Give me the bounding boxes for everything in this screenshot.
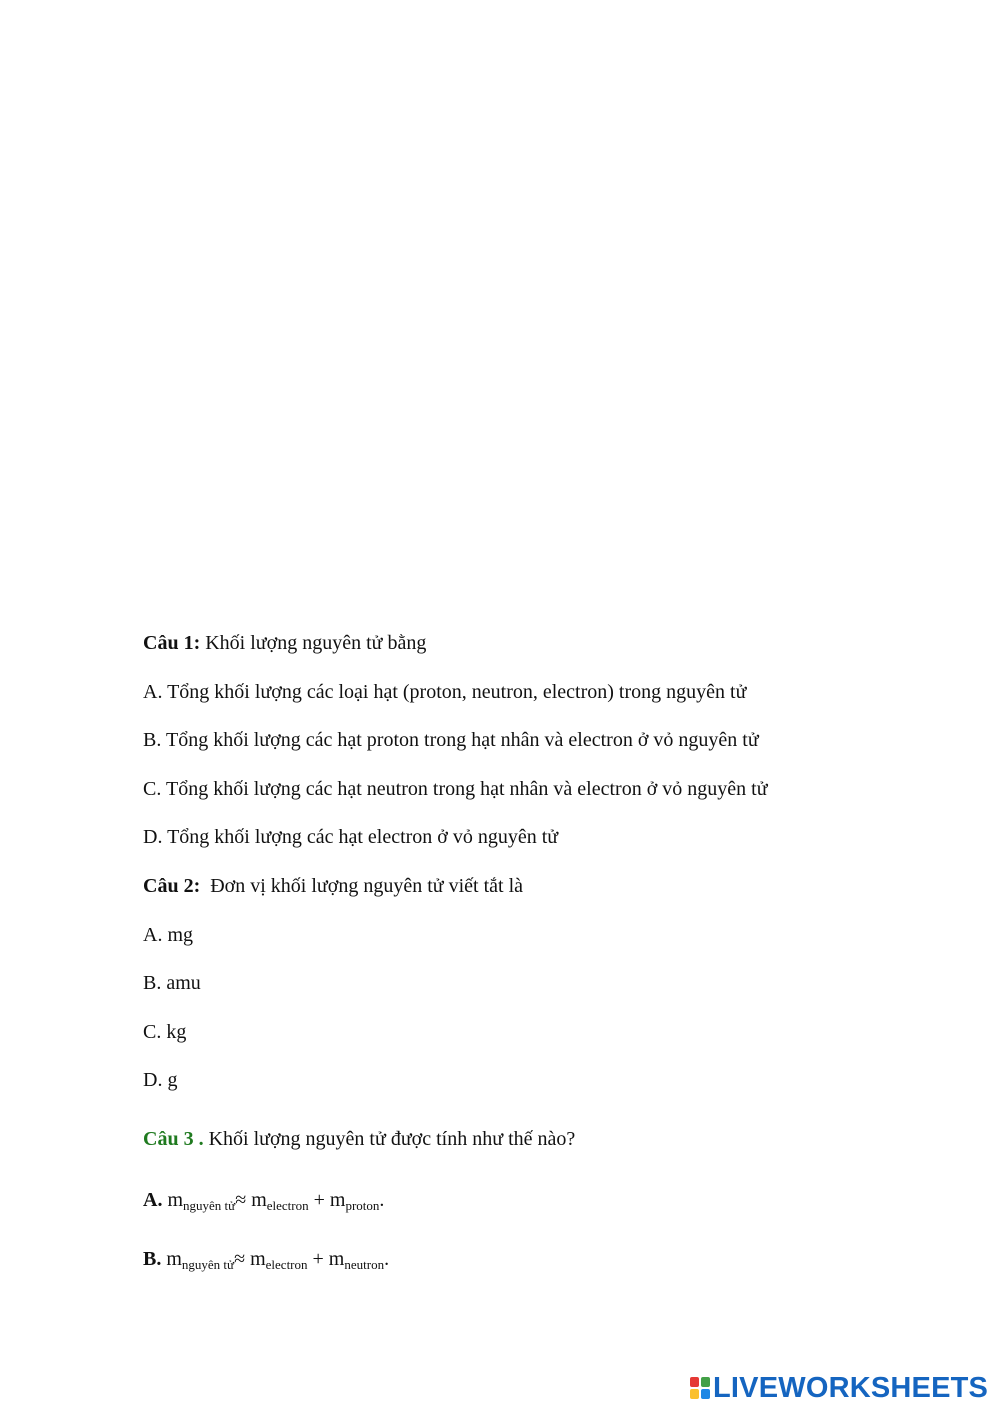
question-2-label: Câu 2: [143, 875, 201, 897]
formula-sub-electron: electron [266, 1198, 309, 1213]
question-1-label: Câu 1: [143, 632, 201, 654]
question-2 [143, 874, 523, 898]
question-2-text: Đơn vị khối lượng nguyên tử viết tắt là [200, 875, 524, 897]
question-1-option-a: A. Tổng khối lượng các loại hạt (proton, neutron, electron) trong nguyên tử [143, 681, 747, 703]
question-1-text: Khối lượng nguyên tử bằng [200, 632, 427, 654]
formula-end: . [379, 1189, 385, 1211]
approx-symbol: ≈ [235, 1189, 252, 1211]
formula-sub-proton: proton [345, 1198, 380, 1213]
question-2-option-b: B. amu [143, 972, 201, 994]
logo-mark-red [690, 1377, 699, 1387]
formula-sub-electron: electron [265, 1257, 308, 1272]
formula-plus: + m [307, 1248, 345, 1270]
formula-plus: + m [308, 1189, 346, 1211]
question-2-option-a: A. mg [143, 924, 193, 946]
formula-end: . [384, 1248, 390, 1270]
question-2-option-d: D. g [143, 1069, 178, 1091]
logo-text: LIVEWORKSHEETS [713, 1372, 989, 1404]
question-1-option-b: B. Tổng khối lượng các hạt proton trong hạt nhân và electron ở vỏ nguyên tử [143, 729, 759, 751]
logo-mark-yellow [690, 1389, 699, 1399]
logo-mark-blue [701, 1389, 710, 1399]
formula-m: m [167, 1189, 184, 1211]
question-3 [143, 1127, 575, 1151]
liveworksheets-logo-icon [690, 1377, 710, 1399]
question-1-option-c: C. Tổng khối lượng các hạt neutron trong hạt nhân và electron ở vỏ nguyên tử [143, 778, 768, 800]
formula-sub-atom: nguyên tử [181, 1257, 235, 1272]
option-letter: A. [143, 1189, 163, 1211]
question-3-label: Câu 3 . [143, 1128, 204, 1150]
option-letter: B. [143, 1248, 162, 1270]
formula-sub-atom: nguyên tử [183, 1198, 236, 1213]
question-1 [143, 631, 426, 655]
formula-m: m [166, 1248, 182, 1270]
question-1-option-d: D. Tổng khối lượng các hạt electron ở vỏ nguyên tử [143, 826, 559, 848]
question-3-option-a: A. $m_{nguyên tử}\approx m_{electron} + m_{proton}$. [143, 1189, 385, 1213]
approx-symbol: ≈ [234, 1248, 251, 1270]
logo-mark-green [701, 1377, 710, 1387]
question-3-option-b: B. $m_{nguyên tử}\approx m_{electron} + m_{neutron}$. [143, 1248, 390, 1272]
question-3-text: Khối lượng nguyên tử được tính như thế nào? [203, 1128, 576, 1150]
liveworksheets-logo [690, 1374, 988, 1402]
question-2-option-c: C. kg [143, 1021, 187, 1043]
formula-sub-neutron: neutron [344, 1257, 385, 1272]
